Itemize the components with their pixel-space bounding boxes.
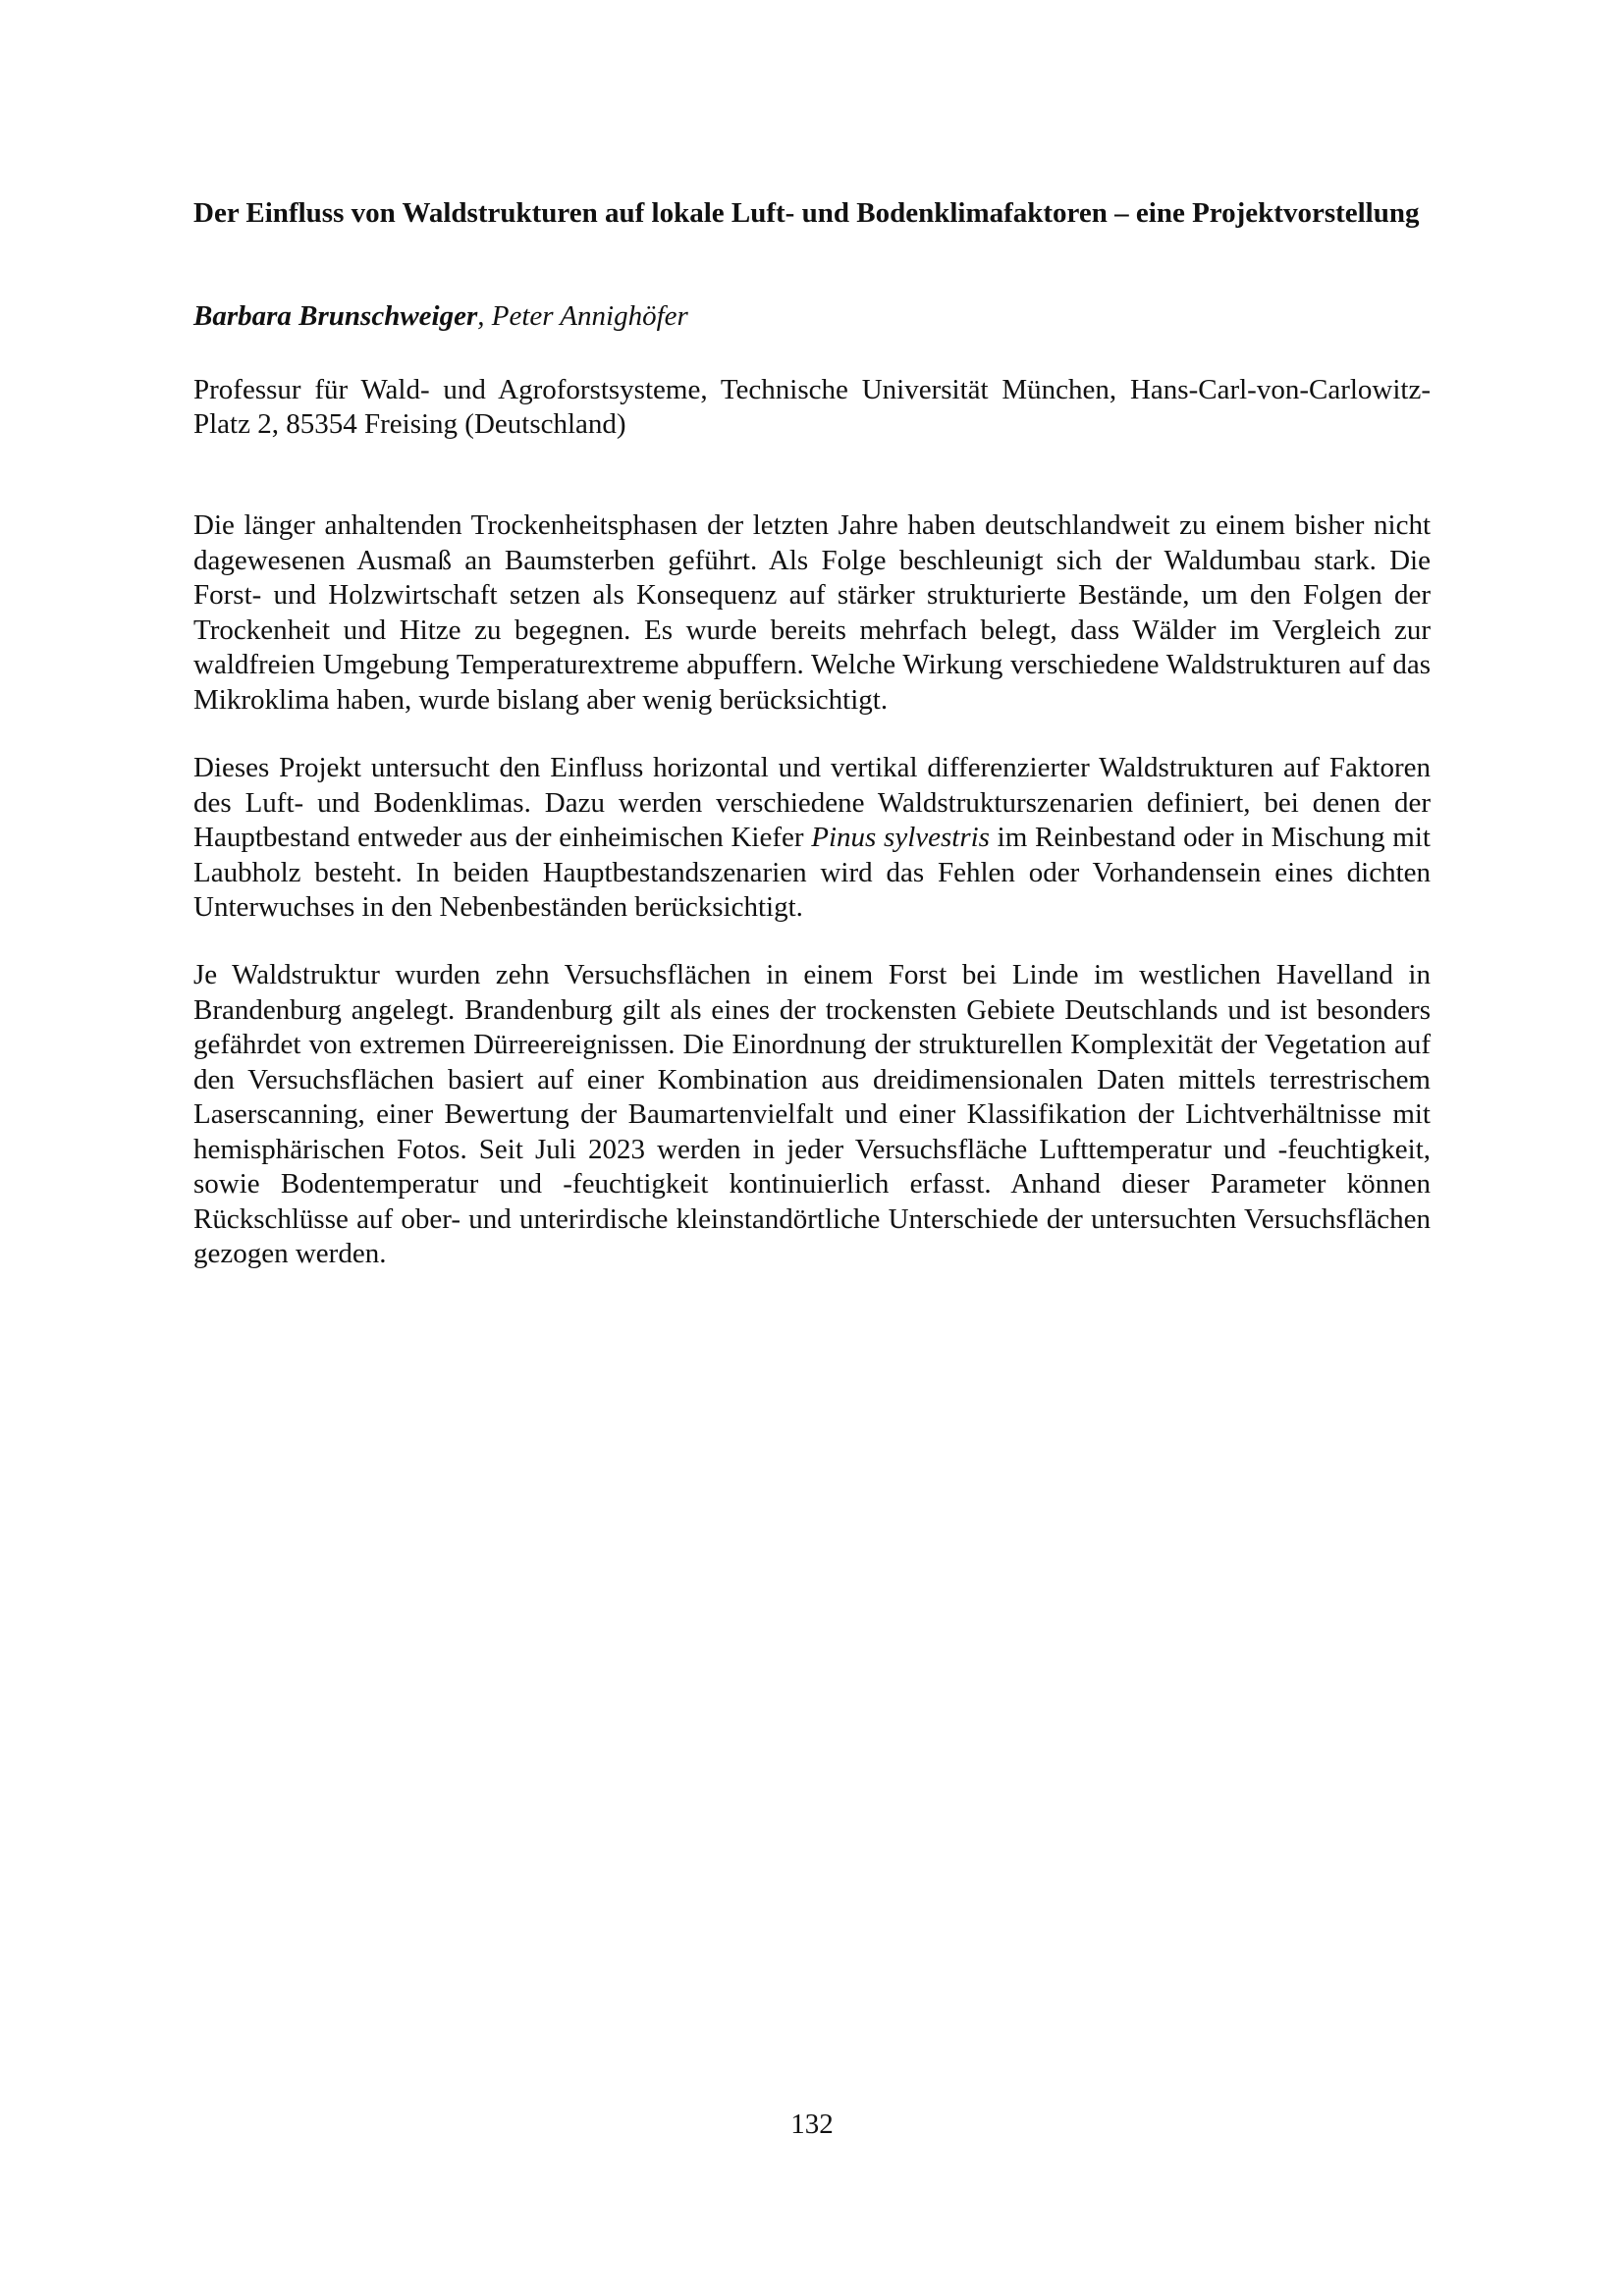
paper-title: Der Einfluss von Waldstrukturen auf lokale Luft- und Bodenklimafaktoren – eine Projektvorstellung xyxy=(193,197,1420,229)
paragraph-1: Die länger anhaltenden Trockenheitsphasen der letzten Jahre haben deutschlandweit zu einem bisher nicht dagewesenen Ausmaß an Baumsterben geführt. Als Folge beschleunigt sich der Waldumbau stark. Die Forst- und Holzwirtschaft setzen als Konsequenz auf stärker strukturierte Bestände, um den Folgen der Trockenheit und Hitze zu begegnen. Es wurde bereits mehrfach belegt, dass Wälder im Vergleich zur waldfreien Umgebung Temperaturextreme abpuffern. Welche Wirkung verschiedene Waldstrukturen auf das Mikroklima haben, wurde bislang aber wenig berücksichtigt. xyxy=(193,509,1431,716)
document-page xyxy=(193,0,1431,2296)
co-authors: , Peter Annighöfer xyxy=(477,300,688,332)
affiliation: Professur für Wald- und Agroforstsysteme, Technische Universität München, Hans-Carl-von-Carlowitz-Platz 2, 85354 Freising (Deutschland) xyxy=(193,374,1431,440)
paragraph-2-text-start: Dieses Projekt untersucht den Einfluss horizontal und vertikal differenzierter Waldstrukturen auf Faktoren des Luft- und Bodenklimas. Dazu werden verschiedene Waldstrukturszenarien definiert, bei denen der Hauptbestand entweder aus der einheimischen Kiefer xyxy=(193,752,1431,853)
author-line xyxy=(193,299,1431,334)
paragraph-3: Je Waldstruktur wurden zehn Versuchsflächen in einem Forst bei Linde im westlichen Havelland in Brandenburg angelegt. Brandenburg gilt als eines der trockensten Gebiete Deutschlands und ist besonders gefährdet von extremen Dürreereignissen. Die Einordnung der strukturellen Komplexität der Vegetation auf den Versuchsflächen basiert auf einer Kombination aus dreidimensionalen Daten mittels terrestrischem Laserscanning, einer Bewertung der Baumartenvielfalt und einer Klassifikation der Lichtverhältnisse mit hemisphärischen Fotos. Seit Juli 2023 werden in jeder Versuchsfläche Lufttemperatur und -feuchtigkeit, sowie Bodentemperatur und -feuchtigkeit kontinuierlich erfasst. Anhand dieser Parameter können Rückschlüsse auf ober- und unterirdische kleinstandörtliche Unterschiede der untersuchten Versuchsflächen gezogen werden. xyxy=(193,959,1431,1269)
page-number: 132 xyxy=(790,2109,834,2140)
paragraph-2-text-end: im Reinbestand oder in Mischung mit Laubholz besteht. In beiden Hauptbestandszenarien wird das Fehlen oder Vorhandensein eines dichten Unterwuchses in den Nebenbeständen berücksichtigt. xyxy=(193,822,1431,923)
species-name: Pinus sylvestris xyxy=(811,822,990,853)
lead-author: Barbara Brunschweiger xyxy=(193,300,478,332)
paragraph-2 xyxy=(193,751,1431,926)
